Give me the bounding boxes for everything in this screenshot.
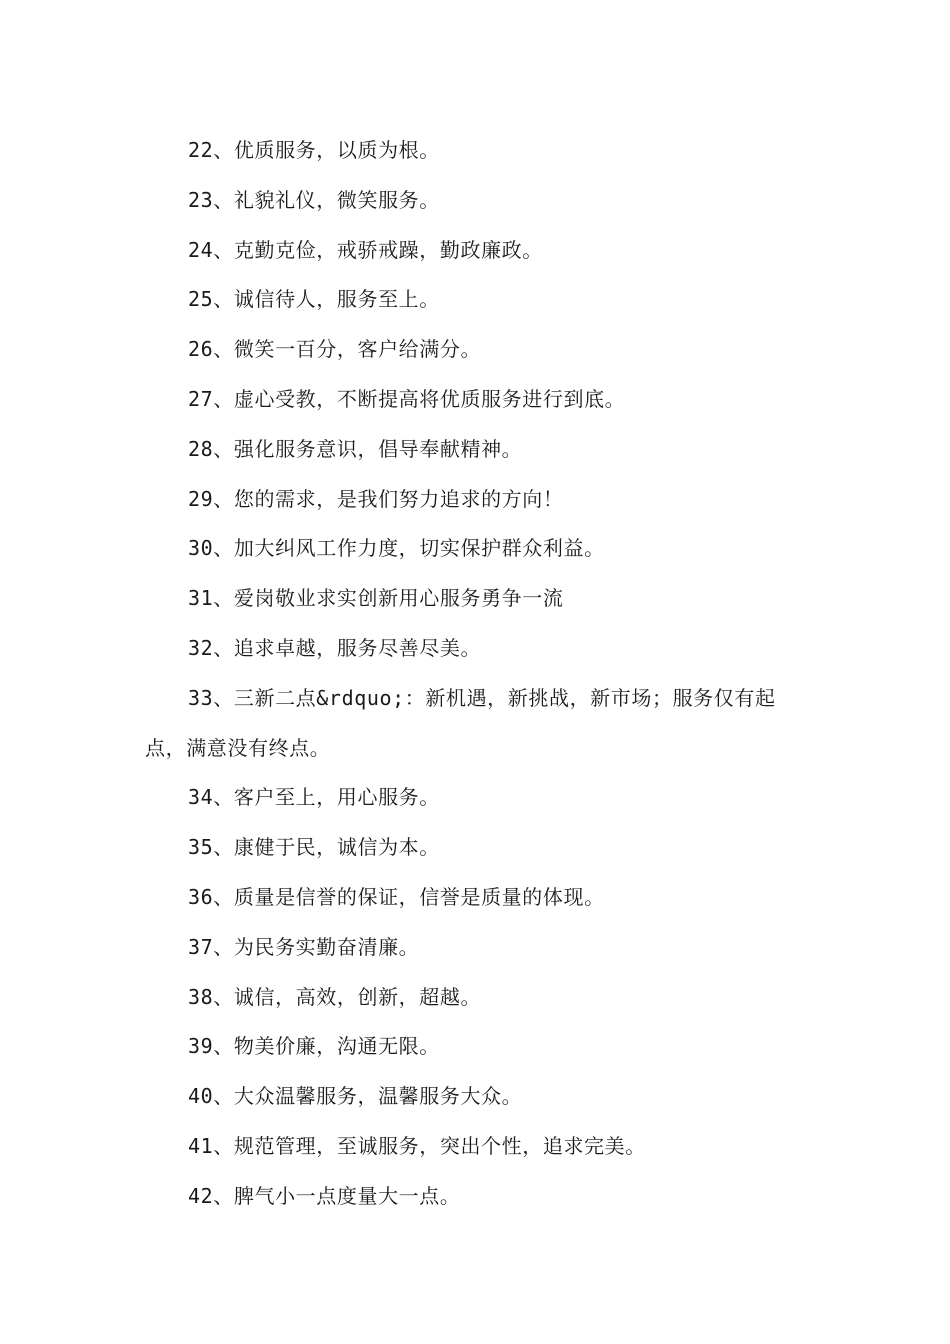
slogan-line: 30、加大纠风工作力度，切实保护群众利益。 (188, 536, 605, 561)
slogan-line: 34、客户至上，用心服务。 (188, 785, 440, 810)
slogan-line: 26、微笑一百分，客户给满分。 (188, 337, 482, 362)
slogan-line: 23、礼貌礼仪，微笑服务。 (188, 187, 440, 212)
slogan-line: 41、规范管理，至诚服务，突出个性，追求完美。 (188, 1133, 646, 1158)
slogan-line: 25、诚信待人，服务至上。 (188, 287, 440, 312)
slogan-line: 24、克勤克俭，戒骄戒躁，勤政廉政。 (188, 237, 543, 262)
slogan-line: 27、虚心受教，不断提高将优质服务进行到底。 (188, 386, 626, 411)
slogan-line: 28、强化服务意识，倡导奉献精神。 (188, 436, 523, 461)
slogan-line: 36、质量是信誉的保证，信誉是质量的体现。 (188, 884, 605, 909)
slogan-line: 35、康健于民，诚信为本。 (188, 835, 440, 860)
slogan-line: 22、优质服务，以质为根。 (188, 138, 440, 162)
slogan-line: 32、追求卓越，服务尽善尽美。 (188, 635, 482, 660)
slogan-line: 39、物美价廉，沟通无限。 (188, 1034, 440, 1059)
slogan-line: 31、爱岗敬业求实创新用心服务勇争一流 (188, 586, 564, 611)
slogan-line: 37、为民务实勤奋清廉。 (188, 934, 420, 959)
slogan-line: 38、诚信，高效，创新，超越。 (188, 984, 482, 1009)
slogan-line: 40、大众温馨服务，温馨服务大众。 (188, 1084, 523, 1109)
slogan-line: 42、脾气小一点度量大一点。 (188, 1183, 461, 1208)
slogan-line: 29、您的需求，是我们努力追求的方向！ (188, 486, 564, 511)
slogan-line: 33、三新二点&rdquo;：新机遇，新挑战，新市场；服务仅有起点，满意没有终点。 (145, 685, 776, 760)
